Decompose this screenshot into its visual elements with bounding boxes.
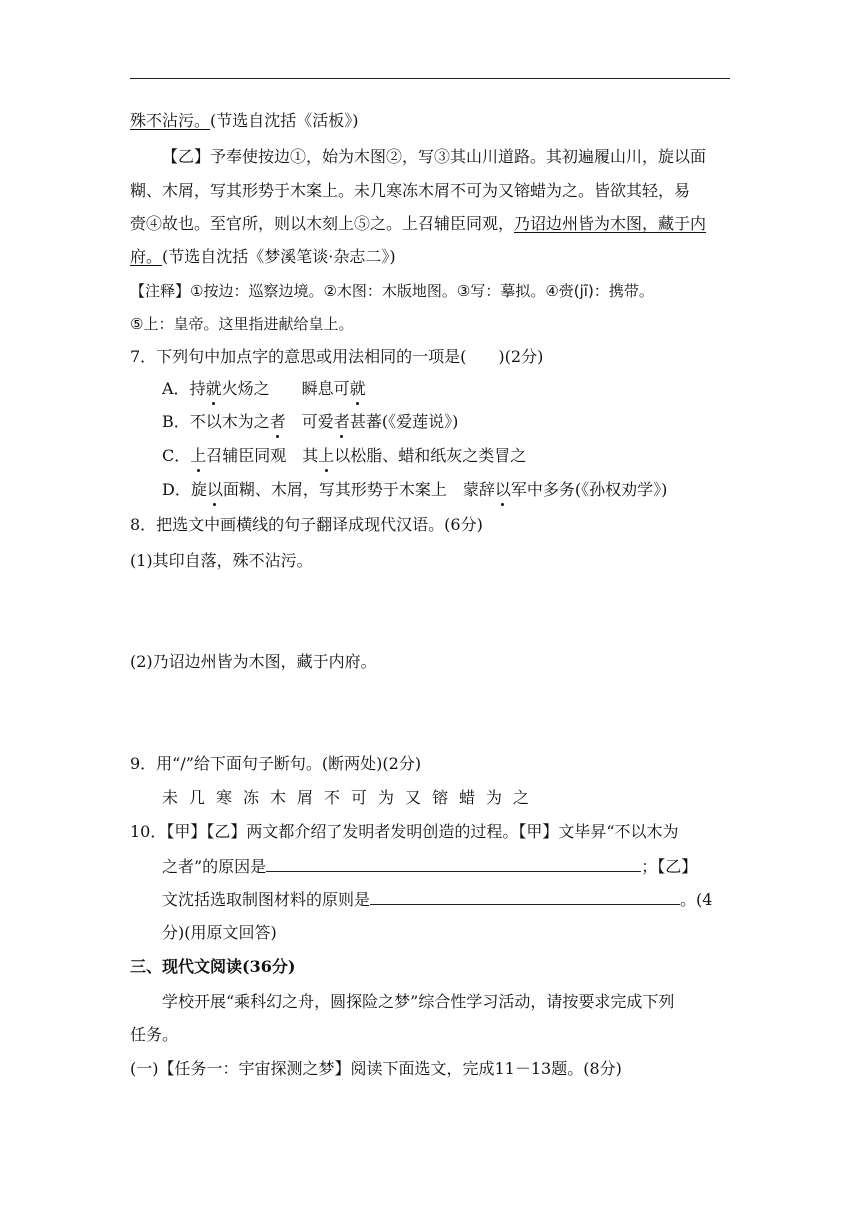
q7-option-a-text-1: 持 [189, 379, 206, 398]
q7-option-b-dotted-1: 者 [269, 412, 286, 431]
q7-option-b-label: B． [162, 412, 190, 431]
q7-option-b-dotted-2: 者 [333, 412, 350, 431]
passage-a-end [130, 110, 359, 132]
q7-option-d-text-2: 面糊、木屑，写其形势于木案上 蒙辞 [222, 480, 495, 499]
q7-option-d-label: D． [162, 480, 191, 499]
q8-sentence-2: (2)乃诏边州皆为木图，藏于内府。 [130, 652, 377, 671]
q7-option-c-text-2: 召辅臣同观 其 [206, 446, 319, 465]
passage-b-line-3-plain: 赍④故也。至官所，则以木刻上⑤之。上召辅臣同观， [130, 214, 515, 233]
passage-b-line-4-underlined: 府。 [130, 247, 163, 266]
q7-option-a [162, 378, 366, 400]
q10-line-2-text: 之者”的原因是 [162, 857, 267, 876]
q8-stem: 8．把选文中画横线的句子翻译成现代汉语。(6分) [130, 515, 483, 534]
q7-option-b [162, 411, 458, 433]
q7-option-d [162, 479, 667, 501]
passage-a-underlined-sentence: 殊不沾污。 [130, 111, 211, 130]
q8-sentence-1: (1)其印自落，殊不沾污。 [130, 551, 313, 570]
passage-b-source: (节选自沈括《梦溪笔谈·杂志二》) [162, 247, 396, 266]
q7-option-c-dotted-1: 上 [190, 446, 207, 465]
q9-stem: 9．用“/”给下面句子断句。(断两处)(2分) [130, 754, 422, 773]
passage-b-line-3-underlined: 乃诏边州皆为木图，藏于内 [514, 214, 707, 233]
header-rule [130, 78, 730, 79]
q10-line-2-end: ；【乙】 [641, 857, 698, 876]
q7-option-a-dotted-1: 就 [205, 379, 222, 398]
q10-answer-blank-2[interactable] [370, 888, 680, 905]
section-3-intro-1: 学校开展“乘科幻之舟，圆探险之梦”综合性学习活动，请按要求完成下列 [162, 992, 675, 1011]
section-3-task-1: (一)【任务一：宇宙探测之梦】阅读下面选文，完成11－13题。(8分) [130, 1059, 622, 1078]
notes-line-1: 【注释】①按边：巡察边境。②木图：木版地图。③写：摹拟。④赍(jī)：携带。 [130, 282, 654, 300]
section-3-intro-2: 任务。 [130, 1025, 179, 1044]
q10-line-3 [162, 888, 712, 911]
q7-option-d-text-3: 军中多务(《孙权劝学》) [510, 480, 668, 499]
q7-option-c-dotted-2: 上 [318, 446, 335, 465]
passage-b-line-2-text: 糊、木屑，写其形势于木案上。未几寒冻木屑不可为又镕蜡为之。皆欲其轻，易 [130, 181, 691, 200]
q7-option-c [162, 445, 526, 467]
section-3-title: 三、现代文阅读(36分) [130, 957, 296, 976]
passage-b-line-3 [130, 213, 706, 235]
q7-option-b-text-2: 可爱 [285, 412, 334, 431]
q10-line-3-end: 。(4 [680, 890, 713, 909]
q10-line-3-text: 文沈括选取制图材料的原则是 [162, 890, 371, 909]
q7-option-a-dotted-2: 就 [349, 379, 366, 398]
q7-option-d-dotted-1: 以 [206, 480, 223, 499]
q10-line-2 [162, 855, 697, 878]
q10-answer-blank-1[interactable] [266, 855, 641, 872]
passage-b-line-4 [130, 246, 396, 268]
q7-option-d-dotted-2: 以 [494, 480, 511, 499]
passage-b-line-2 [130, 180, 690, 202]
q7-option-b-text-3: 甚蕃(《爱莲说》) [349, 412, 459, 431]
q9-sentence: 未几寒冻木屑不可为又镕蜡为之 [162, 788, 541, 807]
q7-stem: 7．下列句中加点字的意思或用法相同的一项是( )(2分) [130, 347, 544, 366]
passage-b-line-1: 【乙】予奉使按边①，始为木图②，写③其山川道路。其初遍履山川，旋以面 [162, 147, 707, 166]
q10-line-1: 10．【甲】【乙】两文都介绍了发明者发明创造的过程。【甲】文毕昇“不以木为 [130, 822, 679, 841]
passage-a-source: (节选自沈括《活板》) [210, 111, 359, 130]
q7-option-c-text-3: 以松脂、蜡和纸灰之类冒之 [334, 446, 527, 465]
q7-option-a-text-2: 火炀之 瞬息可 [221, 379, 350, 398]
q7-option-d-text-1: 旋 [190, 480, 207, 499]
q7-option-b-text-1: 不以木为之 [189, 412, 270, 431]
q7-option-c-label: C． [162, 446, 191, 465]
q7-option-a-label: A． [162, 379, 190, 398]
q10-line-4: 分)(用原文回答) [162, 923, 277, 942]
notes-line-2: ⑤上：皇帝。这里指进献给皇上。 [130, 315, 354, 333]
